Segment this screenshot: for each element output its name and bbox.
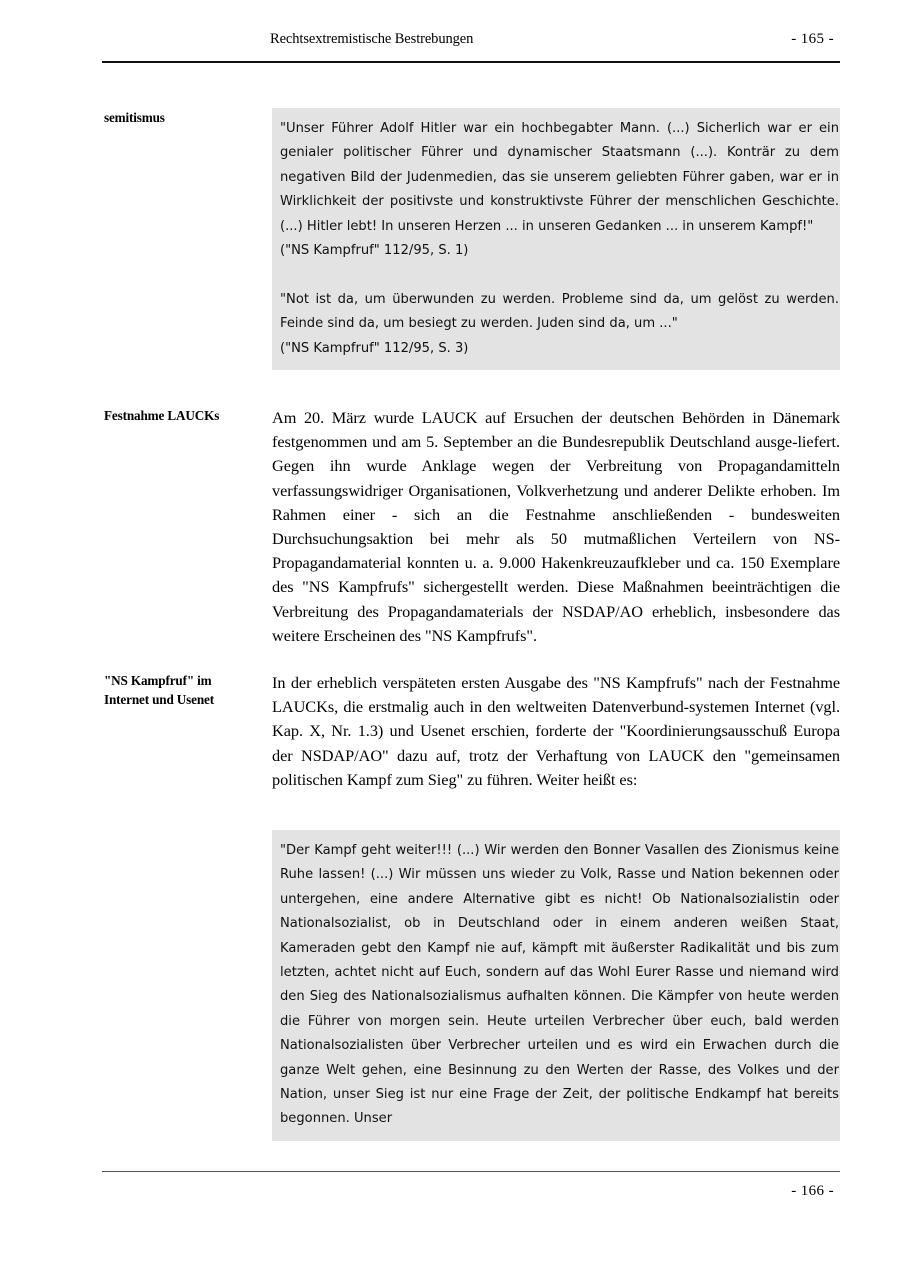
quote-block-der-kampf-geht-weiter (272, 830, 840, 1141)
body-column-3 (272, 671, 840, 792)
marginal-note-ns-kampfruf-internet (104, 671, 262, 709)
quote-source-citation: ("NS Kampfruf" 112/95, S. 3) (280, 340, 469, 356)
marginal-note-semitismus: semitismus (104, 110, 165, 125)
marginal-note-line-2: Internet und Usenet (104, 692, 214, 707)
footer-page-number: - 166 - (791, 1183, 834, 1199)
body-column-2 (272, 406, 840, 648)
quote-paragraph: "Unser Führer Adolf Hitler war ein hochbegabter Mann. (...) Sicherlich war er ein genialer politischer Führer und dynamischer Staatsmann (...). Konträr zu dem negativen Bild der Judenmedien, das sie unserem geliebten Führer gaben, war er in Wirklichkeit der positivste und konstruktivste Führer der menschlichen Geschichte. (...) Hitler lebt! In unseren Herzen ... in unseren Gedanken ... in unserem Kampf!" (280, 121, 839, 234)
quote-paragraph: "Der Kampf geht weiter!!! (...) Wir werden den Bonner Vasallen des Zionismus keine Ruhe lassen! (...) Wir müssen uns wieder zu Volk, Rasse und Nation bekennen oder untergehen, eine andere Alternative gibt es nicht! Ob Nationalsozialistin oder Nationalsozialist, ob in Deutschland oder in einem anderen weißen Staat, Kameraden gebt den Kampf nie auf, kämpft mit äußerster Radikalität und bis zum letzten, achtet nicht auf Euch, sondern auf das Wohl Eurer Rasse und niemand wird den Sieg des Nationalsozialismus aufhalten können. Die Kämpfer von heute werden die Führer von morgen sein. Heute urteilen Verbrecher über euch, bald werden Nationalsozialisten über Verbrecher urteilen und es wird ein Erwachen durch die ganze Welt gehen, eine Besinnung zu den Werten der Rasse, des Volkes und der Nation, unser Sieg ist nur eine Frage der Zeit, der politische Endkampf hat bereits begonnen. Unser (280, 843, 839, 1127)
quote-block-ns-kampfruf-112-95 (272, 108, 840, 370)
body-column-1 (272, 108, 840, 370)
header-divider-rule (102, 61, 840, 63)
quote-source-citation: ("NS Kampfruf" 112/95, S. 1) (280, 243, 469, 259)
page-header (102, 31, 840, 59)
page-footer (102, 1182, 840, 1200)
narrative-paragraph-festnahme: Am 20. März wurde LAUCK auf Ersuchen der deutschen Behörden in Dänemark festgenommen und am 5. September an die Bundesrepublik Deutschland ausge-liefert. Gegen ihn wurde Anklage wegen der Verbreitung von Propagandamitteln verfassungswidriger Organisationen, Volkverhetzung und anderer Delikte erhoben. Im Rahmen einer - sich an die Festnahme anschließenden - bundesweiten Durchsuchungsaktion bei mehr als 50 mutmaßlichen Verteilern von NS-Propagandamaterial konnten u. a. 9.000 Hakenkreuzaufkleber und ca. 150 Exemplare des "NS Kampfrufs" sichergestellt werden. Diese Maßnahmen beeinträchtigen die Verbreitung des Propagandamaterials der NSDAP/AO erheblich, insbesondere das weitere Erscheinen des "NS Kampfrufs". (272, 408, 840, 645)
quote-paragraph: "Not ist da, um überwunden zu werden. Probleme sind da, um gelöst zu werden. Feinde sind da, um besiegt zu werden. Juden sind da, um ..." (280, 291, 839, 332)
header-title: Rechtsextremistische Bestrebungen (270, 31, 474, 47)
footer-divider-rule (102, 1171, 840, 1172)
marginal-note-festnahme-laucks: Festnahme LAUCKs (104, 408, 220, 423)
narrative-paragraph-internet-usenet: In der erheblich verspäteten ersten Ausgabe des "NS Kampfrufs" nach der Festnahme LAUCKs, die erstmalig auch in den weltweiten Datenverbund-systemen Internet (vgl. Kap. X, Nr. 1.3) und Usenet erschien, forderte der "Koordinierungsausschuß Europa der NSDAP/AO" dazu auf, trotz der Verhaftung von LAUCK den "gemeinsamen politischen Kampf zum Sieg" zu führen. Weiter heißt es: (272, 673, 840, 789)
header-page-number: - 165 - (791, 31, 834, 47)
body-column-4 (272, 830, 840, 1141)
marginal-note-line-1: "NS Kampfruf" im (104, 673, 212, 688)
